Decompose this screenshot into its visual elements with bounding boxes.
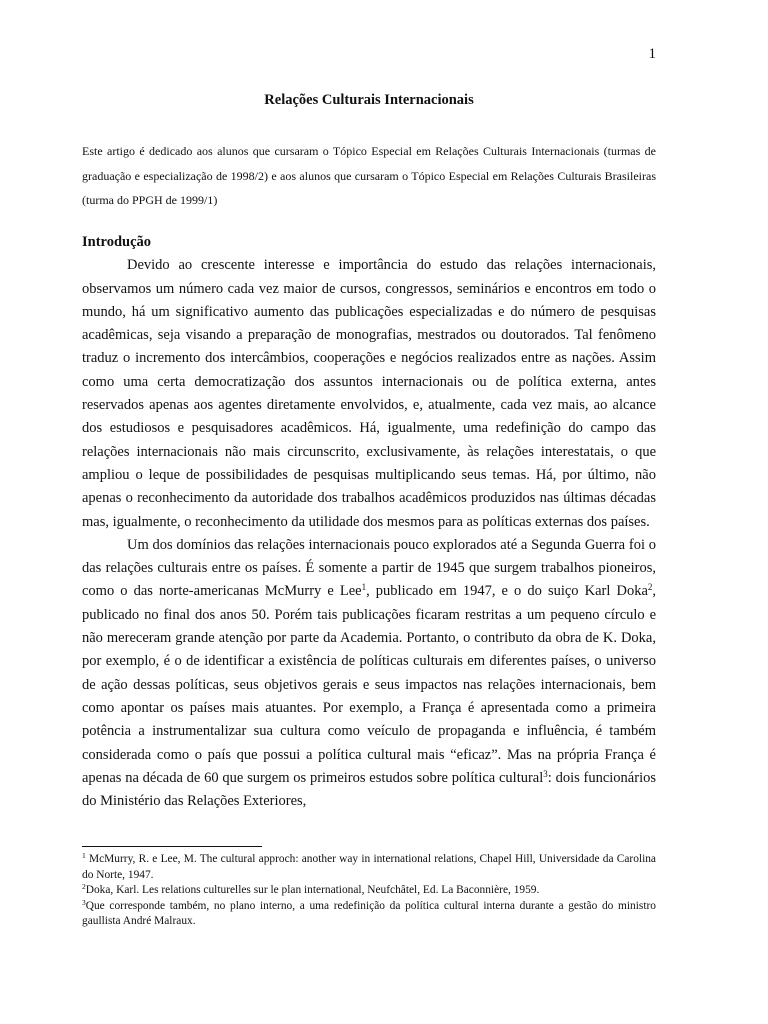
footnote-separator	[82, 846, 262, 847]
paragraph-2-text-3: , publicado no final dos anos 50. Porém tais publicações ficaram restritas a um pequeno círculo e não mereceram grande atenção por parte da Academia. Portanto, o contributo da obra de K. Doka, por exemplo, é o de identificar a existência de políticas culturais em diferentes países, o universo de ação dessas políticas, seus objetivos gerais e seus impactos nas relações internacionais, bem como apontar os países mais atuantes. Por exemplo, a França é apresentada como a primeira potência a instrumentalizar sua cultura como veículo de propaganda e influência, é também considerada como o país que possui a política cultural mais “eficaz”. Mas na própria França é apenas na década de 60 que surgem os primeiros estudos sobre política cultural	[82, 583, 656, 786]
paragraph-1: Devido ao crescente interesse e importância do estudo das relações internacionais, observamos um número cada vez maior de cursos, congressos, seminários e encontros em todo o mundo, há um significativo aumento das publicações especializadas e do número de pesquisas acadêmicas, seja visando a preparação de monografias, mestrados ou doutorados. Tal fenômeno traduz o incremento dos intercâmbios, cooperações e negócios realizados entre as nações. Assim como uma certa democratização dos assuntos internacionais ou de política externa, antes reservados apenas aos agentes diretamente envolvidos, e, atualmente, cada vez mais, ao alcance dos estudiosos e pesquisadores acadêmicos. Há, igualmente, uma redefinição do campo das relações internacionais não mais circunscrito, exclusivamente, às relações interestatais, o que ampliou o leque de possibilidades de pesquisas multiplicando seus temas. Há, por último, não apenas o reconhecimento da autoridade dos trabalhos acadêmicos produzidos nas últimas décadas mas, igualmente, o reconhecimento da utilidade dos mesmos para as políticas externas dos países.	[82, 257, 656, 530]
footnote-1	[82, 852, 656, 883]
footnote-2-text: Doka, Karl. Les relations culturelles sur le plan international, Neufchâtel, Ed. La Baconnière, 1959.	[85, 884, 540, 897]
footnote-ref-2: 2	[647, 582, 653, 593]
footnote-marker-2: 2	[82, 882, 86, 892]
footnote-ref-3: 3	[543, 768, 548, 779]
footnote-ref-1: 1	[361, 582, 367, 593]
paragraph-2-text-1: Um dos domínios das relações internacionais pouco explorados até a Segunda Guerra foi o das relações culturais entre os países. É somente a partir de 1945 que surgem trabalhos pioneiros, como o das norte-americanas McMurry e Lee	[82, 536, 656, 600]
footnote-marker-1: 1	[82, 851, 86, 860]
paragraph-2-text-4: : dois funcionários do Ministério das Relações Exteriores,	[82, 769, 656, 810]
footnote-3	[82, 899, 656, 930]
document-title: Relações Culturais Internacionais	[264, 92, 474, 108]
paragraph-2-text-2: , publicado em 1947, e o do suiço Karl Doka	[366, 583, 648, 600]
footnote-1-text: McMurry, R. e Lee, M. The cultural approch: another way in international relations, Chapel Hill, Universidade da Carolina do Norte, 1947.	[82, 853, 656, 881]
footnote-marker-3: 3	[82, 897, 86, 907]
paragraph-2	[82, 534, 656, 814]
dedication-paragraph: Este artigo é dedicado aos alunos que cursaram o Tópico Especial em Relações Culturais Internacionais (turmas de graduação e especialização de 1998/2) e aos alunos que cursaram o Tópico Especial em Relações Culturais Brasileiras (turma do PPGH de 1999/1)	[82, 144, 656, 207]
section-heading: Introdução	[82, 234, 152, 250]
footnote-2	[82, 883, 656, 899]
body-text	[82, 231, 656, 813]
footnotes	[82, 852, 656, 930]
page-number: 1	[648, 46, 656, 62]
footnote-3-text: Que corresponde também, no plano interno, a uma redefinição da política cultural interna durante a gestão do ministro gaullista André Malraux.	[82, 899, 656, 928]
